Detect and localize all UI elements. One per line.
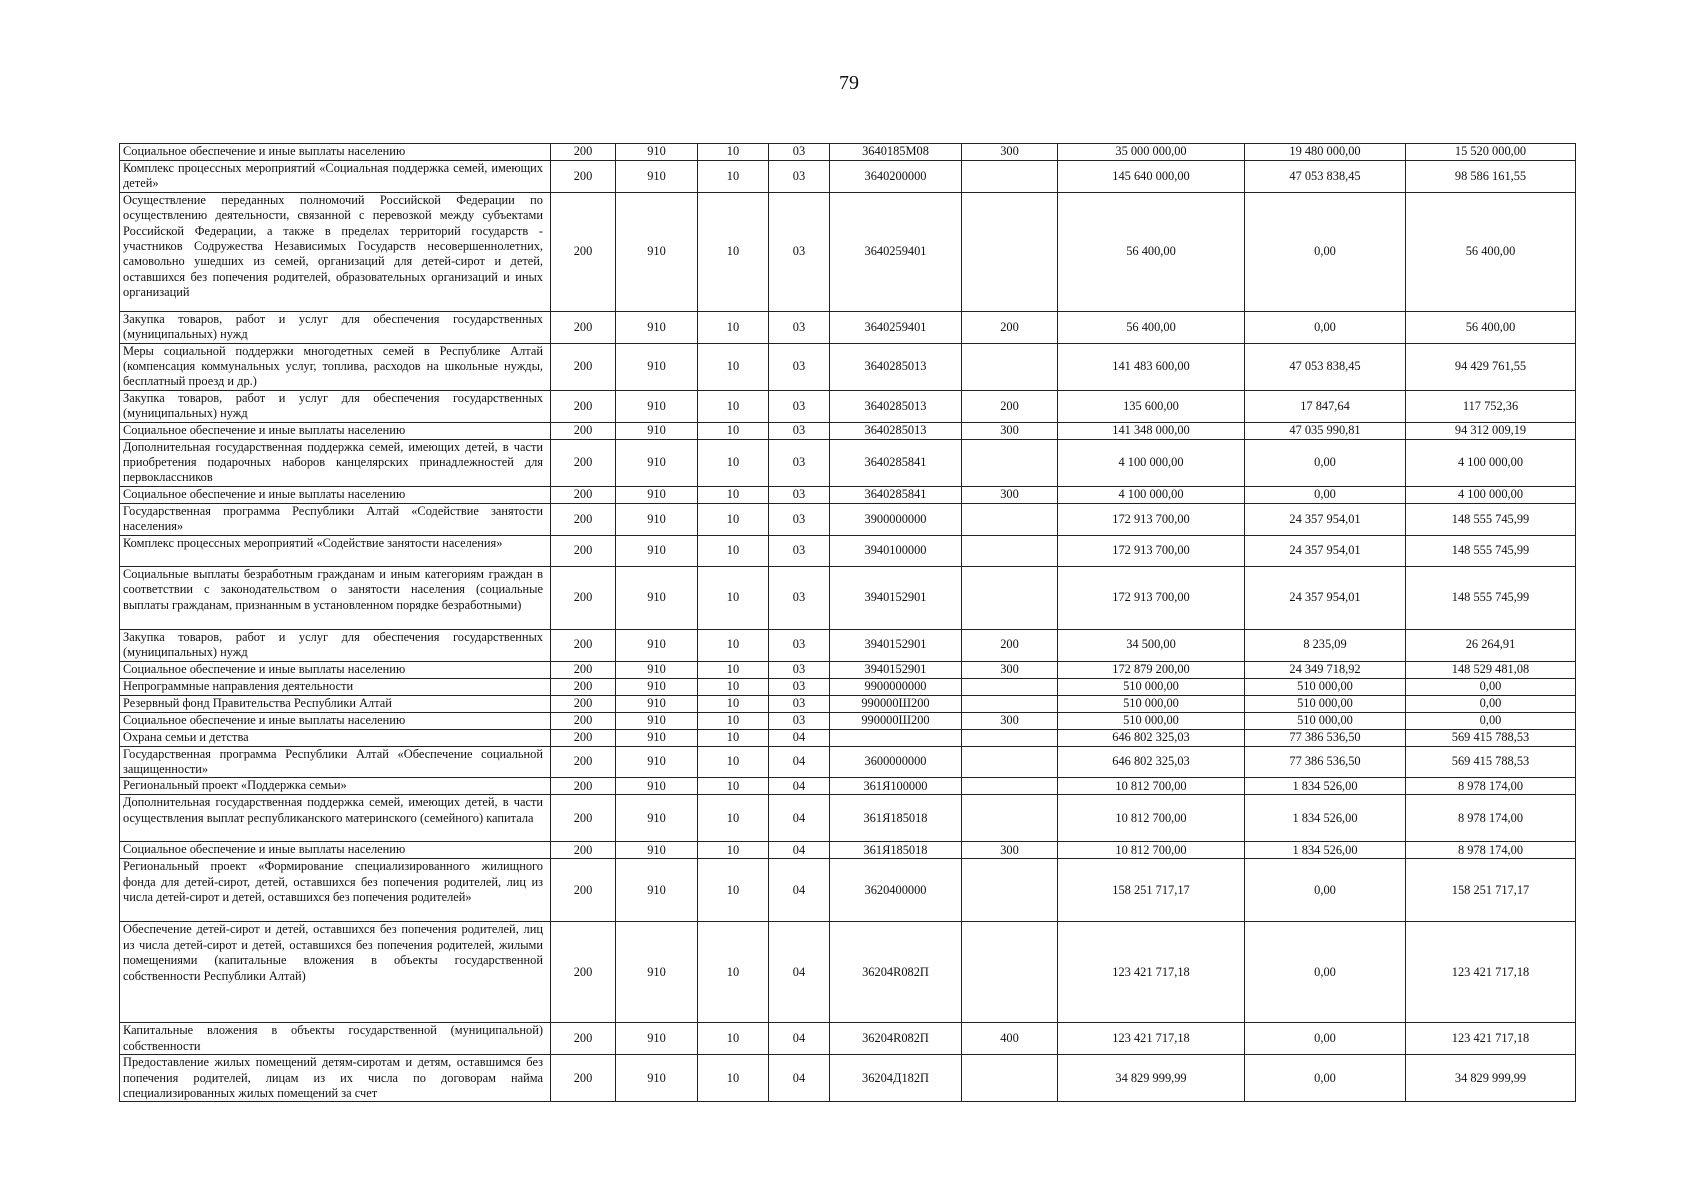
cell-section: 10 xyxy=(698,566,769,629)
cell-executed: 510 000,00 xyxy=(1245,712,1406,729)
cell-admin: 200 xyxy=(551,161,616,193)
cell-executed: 0,00 xyxy=(1245,1055,1406,1102)
cell-target-article: 990000Ш200 xyxy=(830,712,962,729)
cell-executed: 19 480 000,00 xyxy=(1245,144,1406,161)
cell-section: 10 xyxy=(698,311,769,343)
cell-approved: 172 913 700,00 xyxy=(1058,535,1245,566)
cell-subsection: 03 xyxy=(769,661,830,678)
table-row xyxy=(120,535,1576,566)
cell-target-article: 3640285013 xyxy=(830,422,962,439)
cell-approved: 141 348 000,00 xyxy=(1058,422,1245,439)
cell-remaining: 148 555 745,99 xyxy=(1406,566,1576,629)
cell-section: 10 xyxy=(698,678,769,695)
table-row xyxy=(120,1055,1576,1102)
cell-subsection: 03 xyxy=(769,343,830,390)
cell-remaining: 4 100 000,00 xyxy=(1406,486,1576,503)
cell-approved: 4 100 000,00 xyxy=(1058,439,1245,486)
cell-executed: 24 349 718,92 xyxy=(1245,661,1406,678)
cell-admin: 200 xyxy=(551,192,616,311)
cell-admin: 200 xyxy=(551,859,616,922)
cell-target-article: 361Я185018 xyxy=(830,795,962,842)
cell-remaining: 4 100 000,00 xyxy=(1406,439,1576,486)
cell-subsection: 04 xyxy=(769,1023,830,1055)
cell-admin: 200 xyxy=(551,1023,616,1055)
cell-name: Закупка товаров, работ и услуг для обеспечения государственных (муниципальных) нужд xyxy=(120,311,551,343)
cell-admin: 200 xyxy=(551,144,616,161)
cell-executed: 47 053 838,45 xyxy=(1245,343,1406,390)
cell-name: Резервный фонд Правительства Республики Алтай xyxy=(120,695,551,712)
cell-name: Капитальные вложения в объекты государственной (муниципальной) собственности xyxy=(120,1023,551,1055)
cell-expense-type xyxy=(962,922,1058,1023)
cell-subsection: 04 xyxy=(769,859,830,922)
cell-executed: 17 847,64 xyxy=(1245,390,1406,422)
cell-section: 10 xyxy=(698,439,769,486)
cell-target-article: 3940152901 xyxy=(830,566,962,629)
cell-remaining: 117 752,36 xyxy=(1406,390,1576,422)
cell-admin: 200 xyxy=(551,795,616,842)
cell-remaining: 158 251 717,17 xyxy=(1406,859,1576,922)
cell-admin: 200 xyxy=(551,661,616,678)
table-row xyxy=(120,343,1576,390)
cell-ministry: 910 xyxy=(616,439,698,486)
cell-expense-type xyxy=(962,695,1058,712)
cell-executed: 0,00 xyxy=(1245,1023,1406,1055)
cell-expense-type: 300 xyxy=(962,422,1058,439)
cell-name: Социальное обеспечение и иные выплаты населению xyxy=(120,661,551,678)
cell-expense-type: 300 xyxy=(962,842,1058,859)
table-row xyxy=(120,922,1576,1023)
table-row xyxy=(120,486,1576,503)
cell-section: 10 xyxy=(698,192,769,311)
cell-ministry: 910 xyxy=(616,503,698,535)
cell-expense-type xyxy=(962,859,1058,922)
cell-subsection: 03 xyxy=(769,695,830,712)
cell-executed: 47 035 990,81 xyxy=(1245,422,1406,439)
cell-section: 10 xyxy=(698,144,769,161)
cell-target-article: 3640285013 xyxy=(830,343,962,390)
cell-expense-type xyxy=(962,729,1058,746)
cell-name: Осуществление переданных полномочий Российской Федерации по осуществлению деятельности, связанной с перевозкой между субъектами Российской Федерации, а также в пределах территорий государств - участников Содружества Независимых Государств несовершеннолетних, самовольно ушедших из семей, организаций для детей-сирот и детей, оставшихся без попечения родителей, образовательных организаций и иных организаций xyxy=(120,192,551,311)
cell-subsection: 03 xyxy=(769,566,830,629)
table-row xyxy=(120,842,1576,859)
cell-ministry: 910 xyxy=(616,629,698,661)
cell-target-article: 3640285841 xyxy=(830,439,962,486)
cell-approved: 34 829 999,99 xyxy=(1058,1055,1245,1102)
cell-subsection: 03 xyxy=(769,439,830,486)
cell-executed: 510 000,00 xyxy=(1245,695,1406,712)
cell-approved: 135 600,00 xyxy=(1058,390,1245,422)
cell-name: Социальное обеспечение и иные выплаты населению xyxy=(120,842,551,859)
cell-subsection: 03 xyxy=(769,311,830,343)
cell-remaining: 148 555 745,99 xyxy=(1406,503,1576,535)
cell-ministry: 910 xyxy=(616,192,698,311)
cell-ministry: 910 xyxy=(616,1055,698,1102)
cell-name: Региональный проект «Формирование специализированного жилищного фонда для детей-сирот, детей, оставшихся без попечения родителей, лиц из числа детей-сирот и детей, оставшихся без попечения родителей» xyxy=(120,859,551,922)
cell-admin: 200 xyxy=(551,922,616,1023)
cell-approved: 10 812 700,00 xyxy=(1058,795,1245,842)
table-row xyxy=(120,503,1576,535)
cell-name: Обеспечение детей-сирот и детей, оставшихся без попечения родителей, лиц из числа детей-сирот и детей, оставшихся без попечения родителей, жилыми помещениями (капитальные вложения в объекты государственной собственности Республики Алтай) xyxy=(120,922,551,1023)
cell-section: 10 xyxy=(698,695,769,712)
cell-target-article xyxy=(830,729,962,746)
cell-subsection: 04 xyxy=(769,746,830,778)
cell-approved: 510 000,00 xyxy=(1058,712,1245,729)
cell-target-article: 3640285013 xyxy=(830,390,962,422)
cell-expense-type xyxy=(962,503,1058,535)
cell-remaining: 123 421 717,18 xyxy=(1406,1023,1576,1055)
table-row xyxy=(120,422,1576,439)
cell-target-article: 3940152901 xyxy=(830,661,962,678)
cell-expense-type xyxy=(962,778,1058,795)
table-row xyxy=(120,712,1576,729)
cell-admin: 200 xyxy=(551,629,616,661)
cell-ministry: 910 xyxy=(616,535,698,566)
table-row xyxy=(120,678,1576,695)
cell-expense-type xyxy=(962,1055,1058,1102)
cell-executed: 24 357 954,01 xyxy=(1245,503,1406,535)
cell-remaining: 8 978 174,00 xyxy=(1406,842,1576,859)
cell-executed: 1 834 526,00 xyxy=(1245,795,1406,842)
cell-target-article: 990000Ш200 xyxy=(830,695,962,712)
cell-approved: 34 500,00 xyxy=(1058,629,1245,661)
cell-section: 10 xyxy=(698,422,769,439)
cell-ministry: 910 xyxy=(616,778,698,795)
cell-executed: 0,00 xyxy=(1245,439,1406,486)
cell-approved: 145 640 000,00 xyxy=(1058,161,1245,193)
cell-section: 10 xyxy=(698,661,769,678)
cell-ministry: 910 xyxy=(616,729,698,746)
cell-section: 10 xyxy=(698,729,769,746)
cell-ministry: 910 xyxy=(616,343,698,390)
cell-name: Государственная программа Республики Алтай «Содействие занятости населения» xyxy=(120,503,551,535)
cell-approved: 172 913 700,00 xyxy=(1058,566,1245,629)
table-row xyxy=(120,746,1576,778)
cell-expense-type: 300 xyxy=(962,144,1058,161)
cell-ministry: 910 xyxy=(616,311,698,343)
cell-name: Охрана семьи и детства xyxy=(120,729,551,746)
cell-subsection: 04 xyxy=(769,842,830,859)
cell-ministry: 910 xyxy=(616,422,698,439)
cell-section: 10 xyxy=(698,842,769,859)
cell-expense-type xyxy=(962,161,1058,193)
cell-executed: 0,00 xyxy=(1245,192,1406,311)
cell-remaining: 56 400,00 xyxy=(1406,192,1576,311)
cell-section: 10 xyxy=(698,503,769,535)
table-row xyxy=(120,390,1576,422)
cell-name: Комплекс процессных мероприятий «Содействие занятости населения» xyxy=(120,535,551,566)
cell-subsection: 04 xyxy=(769,729,830,746)
cell-remaining: 94 312 009,19 xyxy=(1406,422,1576,439)
cell-approved: 172 913 700,00 xyxy=(1058,503,1245,535)
budget-table xyxy=(119,143,1576,1102)
cell-target-article: 36204R082П xyxy=(830,922,962,1023)
cell-section: 10 xyxy=(698,712,769,729)
cell-subsection: 04 xyxy=(769,922,830,1023)
cell-name: Закупка товаров, работ и услуг для обеспечения государственных (муниципальных) нужд xyxy=(120,629,551,661)
cell-expense-type: 200 xyxy=(962,311,1058,343)
table-row xyxy=(120,1023,1576,1055)
cell-admin: 200 xyxy=(551,1055,616,1102)
table-row xyxy=(120,161,1576,193)
cell-subsection: 03 xyxy=(769,535,830,566)
cell-approved: 56 400,00 xyxy=(1058,311,1245,343)
cell-name: Закупка товаров, работ и услуг для обеспечения государственных (муниципальных) нужд xyxy=(120,390,551,422)
cell-admin: 200 xyxy=(551,566,616,629)
cell-name: Предоставление жилых помещений детям-сиротам и детям, оставшимся без попечения родителей, лицам из их числа по договорам найма специализированных жилых помещений за счет xyxy=(120,1055,551,1102)
cell-name: Непрограммные направления деятельности xyxy=(120,678,551,695)
cell-approved: 172 879 200,00 xyxy=(1058,661,1245,678)
cell-expense-type: 300 xyxy=(962,712,1058,729)
cell-section: 10 xyxy=(698,486,769,503)
cell-approved: 123 421 717,18 xyxy=(1058,922,1245,1023)
cell-approved: 35 000 000,00 xyxy=(1058,144,1245,161)
cell-admin: 200 xyxy=(551,486,616,503)
cell-executed: 77 386 536,50 xyxy=(1245,729,1406,746)
cell-ministry: 910 xyxy=(616,678,698,695)
cell-subsection: 03 xyxy=(769,629,830,661)
cell-expense-type xyxy=(962,678,1058,695)
cell-name: Региональный проект «Поддержка семьи» xyxy=(120,778,551,795)
cell-subsection: 04 xyxy=(769,795,830,842)
cell-remaining: 34 829 999,99 xyxy=(1406,1055,1576,1102)
cell-ministry: 910 xyxy=(616,712,698,729)
table-row xyxy=(120,439,1576,486)
table-row xyxy=(120,192,1576,311)
cell-target-article: 3940100000 xyxy=(830,535,962,566)
cell-ministry: 910 xyxy=(616,144,698,161)
cell-admin: 200 xyxy=(551,390,616,422)
cell-remaining: 8 978 174,00 xyxy=(1406,778,1576,795)
cell-remaining: 94 429 761,55 xyxy=(1406,343,1576,390)
cell-section: 10 xyxy=(698,629,769,661)
cell-name: Социальное обеспечение и иные выплаты населению xyxy=(120,422,551,439)
cell-approved: 123 421 717,18 xyxy=(1058,1023,1245,1055)
cell-name: Государственная программа Республики Алтай «Обеспечение социальной защищенности» xyxy=(120,746,551,778)
cell-remaining: 569 415 788,53 xyxy=(1406,729,1576,746)
cell-executed: 47 053 838,45 xyxy=(1245,161,1406,193)
cell-executed: 1 834 526,00 xyxy=(1245,778,1406,795)
table-row xyxy=(120,144,1576,161)
cell-target-article: 3620400000 xyxy=(830,859,962,922)
cell-admin: 200 xyxy=(551,311,616,343)
cell-expense-type: 200 xyxy=(962,629,1058,661)
cell-approved: 510 000,00 xyxy=(1058,678,1245,695)
cell-remaining: 56 400,00 xyxy=(1406,311,1576,343)
cell-expense-type xyxy=(962,343,1058,390)
cell-ministry: 910 xyxy=(616,795,698,842)
cell-ministry: 910 xyxy=(616,746,698,778)
cell-approved: 510 000,00 xyxy=(1058,695,1245,712)
cell-admin: 200 xyxy=(551,695,616,712)
cell-subsection: 03 xyxy=(769,678,830,695)
cell-ministry: 910 xyxy=(616,486,698,503)
cell-executed: 510 000,00 xyxy=(1245,678,1406,695)
cell-remaining: 148 529 481,08 xyxy=(1406,661,1576,678)
cell-executed: 0,00 xyxy=(1245,486,1406,503)
cell-subsection: 03 xyxy=(769,161,830,193)
cell-ministry: 910 xyxy=(616,661,698,678)
cell-target-article: 36204Д182П xyxy=(830,1055,962,1102)
cell-name: Комплекс процессных мероприятий «Социальная поддержка семей, имеющих детей» xyxy=(120,161,551,193)
table-row xyxy=(120,778,1576,795)
cell-remaining: 148 555 745,99 xyxy=(1406,535,1576,566)
cell-subsection: 04 xyxy=(769,1055,830,1102)
cell-section: 10 xyxy=(698,535,769,566)
cell-admin: 200 xyxy=(551,439,616,486)
cell-executed: 24 357 954,01 xyxy=(1245,566,1406,629)
cell-executed: 8 235,09 xyxy=(1245,629,1406,661)
cell-section: 10 xyxy=(698,778,769,795)
cell-admin: 200 xyxy=(551,535,616,566)
cell-section: 10 xyxy=(698,795,769,842)
cell-subsection: 03 xyxy=(769,422,830,439)
table-row xyxy=(120,661,1576,678)
cell-approved: 56 400,00 xyxy=(1058,192,1245,311)
cell-target-article: 3940152901 xyxy=(830,629,962,661)
table-row xyxy=(120,566,1576,629)
cell-remaining: 8 978 174,00 xyxy=(1406,795,1576,842)
cell-admin: 200 xyxy=(551,778,616,795)
cell-executed: 1 834 526,00 xyxy=(1245,842,1406,859)
cell-section: 10 xyxy=(698,343,769,390)
cell-executed: 0,00 xyxy=(1245,859,1406,922)
cell-name: Социальное обеспечение и иные выплаты населению xyxy=(120,486,551,503)
cell-ministry: 910 xyxy=(616,922,698,1023)
cell-expense-type xyxy=(962,795,1058,842)
cell-admin: 200 xyxy=(551,343,616,390)
cell-approved: 646 802 325,03 xyxy=(1058,729,1245,746)
cell-name: Социальное обеспечение и иные выплаты населению xyxy=(120,712,551,729)
cell-section: 10 xyxy=(698,1023,769,1055)
cell-remaining: 15 520 000,00 xyxy=(1406,144,1576,161)
cell-expense-type: 200 xyxy=(962,390,1058,422)
cell-expense-type: 300 xyxy=(962,661,1058,678)
cell-ministry: 910 xyxy=(616,842,698,859)
cell-admin: 200 xyxy=(551,712,616,729)
cell-section: 10 xyxy=(698,746,769,778)
cell-approved: 158 251 717,17 xyxy=(1058,859,1245,922)
cell-target-article: 3640259401 xyxy=(830,192,962,311)
table-row xyxy=(120,311,1576,343)
cell-remaining: 0,00 xyxy=(1406,678,1576,695)
cell-subsection: 03 xyxy=(769,192,830,311)
cell-expense-type: 400 xyxy=(962,1023,1058,1055)
cell-admin: 200 xyxy=(551,842,616,859)
table-row xyxy=(120,695,1576,712)
cell-approved: 10 812 700,00 xyxy=(1058,778,1245,795)
cell-subsection: 03 xyxy=(769,486,830,503)
cell-subsection: 03 xyxy=(769,712,830,729)
cell-target-article: 3900000000 xyxy=(830,503,962,535)
cell-executed: 24 357 954,01 xyxy=(1245,535,1406,566)
cell-subsection: 03 xyxy=(769,390,830,422)
cell-remaining: 569 415 788,53 xyxy=(1406,746,1576,778)
cell-expense-type xyxy=(962,535,1058,566)
cell-name: Социальные выплаты безработным гражданам и иным категориям граждан в соответствии с законодательством о занятости населения (социальные выплаты гражданам, признанным в установленном порядке безработными) xyxy=(120,566,551,629)
cell-remaining: 0,00 xyxy=(1406,695,1576,712)
cell-subsection: 03 xyxy=(769,144,830,161)
cell-name: Социальное обеспечение и иные выплаты населению xyxy=(120,144,551,161)
cell-expense-type xyxy=(962,192,1058,311)
cell-target-article: 361Я185018 xyxy=(830,842,962,859)
cell-name: Дополнительная государственная поддержка семей, имеющих детей, в части осуществления выплат республиканского материнского (семейного) капитала xyxy=(120,795,551,842)
cell-ministry: 910 xyxy=(616,566,698,629)
cell-target-article: 3640200000 xyxy=(830,161,962,193)
cell-executed: 0,00 xyxy=(1245,922,1406,1023)
cell-section: 10 xyxy=(698,1055,769,1102)
cell-executed: 77 386 536,50 xyxy=(1245,746,1406,778)
cell-ministry: 910 xyxy=(616,695,698,712)
cell-ministry: 910 xyxy=(616,161,698,193)
cell-approved: 646 802 325,03 xyxy=(1058,746,1245,778)
cell-remaining: 123 421 717,18 xyxy=(1406,922,1576,1023)
cell-expense-type xyxy=(962,439,1058,486)
cell-admin: 200 xyxy=(551,422,616,439)
table-row xyxy=(120,629,1576,661)
cell-target-article: 3640285841 xyxy=(830,486,962,503)
cell-subsection: 04 xyxy=(769,778,830,795)
cell-subsection: 03 xyxy=(769,503,830,535)
cell-target-article: 3600000000 xyxy=(830,746,962,778)
cell-approved: 4 100 000,00 xyxy=(1058,486,1245,503)
cell-executed: 0,00 xyxy=(1245,311,1406,343)
cell-admin: 200 xyxy=(551,503,616,535)
cell-approved: 141 483 600,00 xyxy=(1058,343,1245,390)
cell-target-article: 36204R082П xyxy=(830,1023,962,1055)
cell-expense-type xyxy=(962,566,1058,629)
cell-remaining: 0,00 xyxy=(1406,712,1576,729)
cell-name: Меры социальной поддержки многодетных семей в Республике Алтай (компенсация коммунальных услуг, топлива, расходов на школьные нужды, бесплатный проезд и др.) xyxy=(120,343,551,390)
cell-target-article: 361Я100000 xyxy=(830,778,962,795)
table-row xyxy=(120,859,1576,922)
table-row xyxy=(120,795,1576,842)
cell-expense-type: 300 xyxy=(962,486,1058,503)
cell-ministry: 910 xyxy=(616,390,698,422)
cell-remaining: 98 586 161,55 xyxy=(1406,161,1576,193)
cell-target-article: 3640259401 xyxy=(830,311,962,343)
cell-admin: 200 xyxy=(551,746,616,778)
cell-ministry: 910 xyxy=(616,859,698,922)
cell-admin: 200 xyxy=(551,729,616,746)
cell-admin: 200 xyxy=(551,678,616,695)
cell-approved: 10 812 700,00 xyxy=(1058,842,1245,859)
cell-ministry: 910 xyxy=(616,1023,698,1055)
cell-section: 10 xyxy=(698,161,769,193)
cell-expense-type xyxy=(962,746,1058,778)
cell-target-article: 9900000000 xyxy=(830,678,962,695)
page-number: 79 xyxy=(839,72,859,94)
cell-remaining: 26 264,91 xyxy=(1406,629,1576,661)
cell-name: Дополнительная государственная поддержка семей, имеющих детей, в части приобретения подарочных наборов канцелярских принадлежностей для первоклассников xyxy=(120,439,551,486)
table-row xyxy=(120,729,1576,746)
cell-section: 10 xyxy=(698,859,769,922)
cell-target-article: 3640185М08 xyxy=(830,144,962,161)
cell-section: 10 xyxy=(698,390,769,422)
cell-section: 10 xyxy=(698,922,769,1023)
